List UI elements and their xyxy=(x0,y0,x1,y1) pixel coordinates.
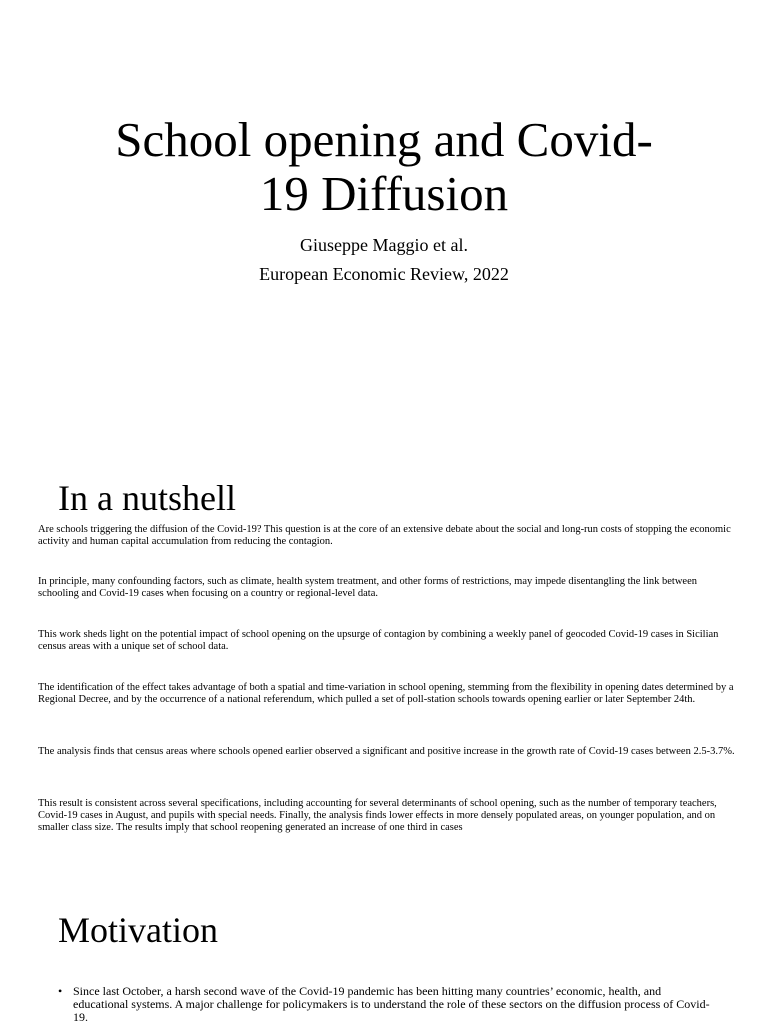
motivation-bullet-list xyxy=(58,985,718,1024)
nutshell-heading: In a nutshell xyxy=(58,478,236,518)
title-slide xyxy=(0,113,768,285)
nutshell-paragraph-1: Are schools triggering the diffusion of the Covid-19? This question is at the core of an extensive debate about the social and long-run costs of stopping the economic activity and human capital accumulation from reducing the contagion. xyxy=(38,524,731,547)
author-line: Giuseppe Maggio et al. xyxy=(300,235,468,255)
bullet-text: Since last October, a harsh second wave of the Covid-19 pandemic has been hitting many countries’ economic, health, and educational systems. A major challenge for policymakers is to understand the role of these sectors on the diffusion process of Covid-19. xyxy=(73,984,710,1024)
nutshell-paragraph-4: The identification of the effect takes advantage of both a spatial and time-variation in school opening, stemming from the flexibility in opening dates determined by a Regional Decree, and by the occurrence of a national referendum, which pulled a set of poll-station schools towards opening earlier or later September 24th. xyxy=(38,682,734,705)
nutshell-paragraph-6: This result is consistent across several specifications, including accounting for several determinants of school opening, such as the number of temporary teachers, Covid-19 cases in August, and pupils with special needs. Finally, the analysis finds lower effects in more densely populated areas, on younger population, and on smaller class size. The results imply that school reopening generated an increase of one third in cases xyxy=(38,798,717,833)
nutshell-paragraph-3: This work sheds light on the potential impact of school opening on the upsurge of contagion by combining a weekly panel of geocoded Covid-19 cases in Sicilian census areas with a unique set of school data. xyxy=(38,629,719,652)
motivation-heading: Motivation xyxy=(58,910,218,950)
nutshell-paragraph-2: In principle, many confounding factors, such as climate, health system treatment, and other forms of restrictions, may impede disentangling the link between schooling and Covid-19 cases when focusing on a country or regional-level data. xyxy=(38,576,697,599)
list-item xyxy=(58,985,718,1024)
nutshell-paragraph-5: The analysis finds that census areas where schools opened earlier observed a significant and positive increase in the growth rate of Covid-19 cases between 2.5-3.7%. xyxy=(38,746,735,757)
page-title: School opening and Covid-19 Diffusion xyxy=(115,112,653,221)
publication-venue: European Economic Review, 2022 xyxy=(259,264,509,284)
bullet-icon: • xyxy=(58,984,63,998)
